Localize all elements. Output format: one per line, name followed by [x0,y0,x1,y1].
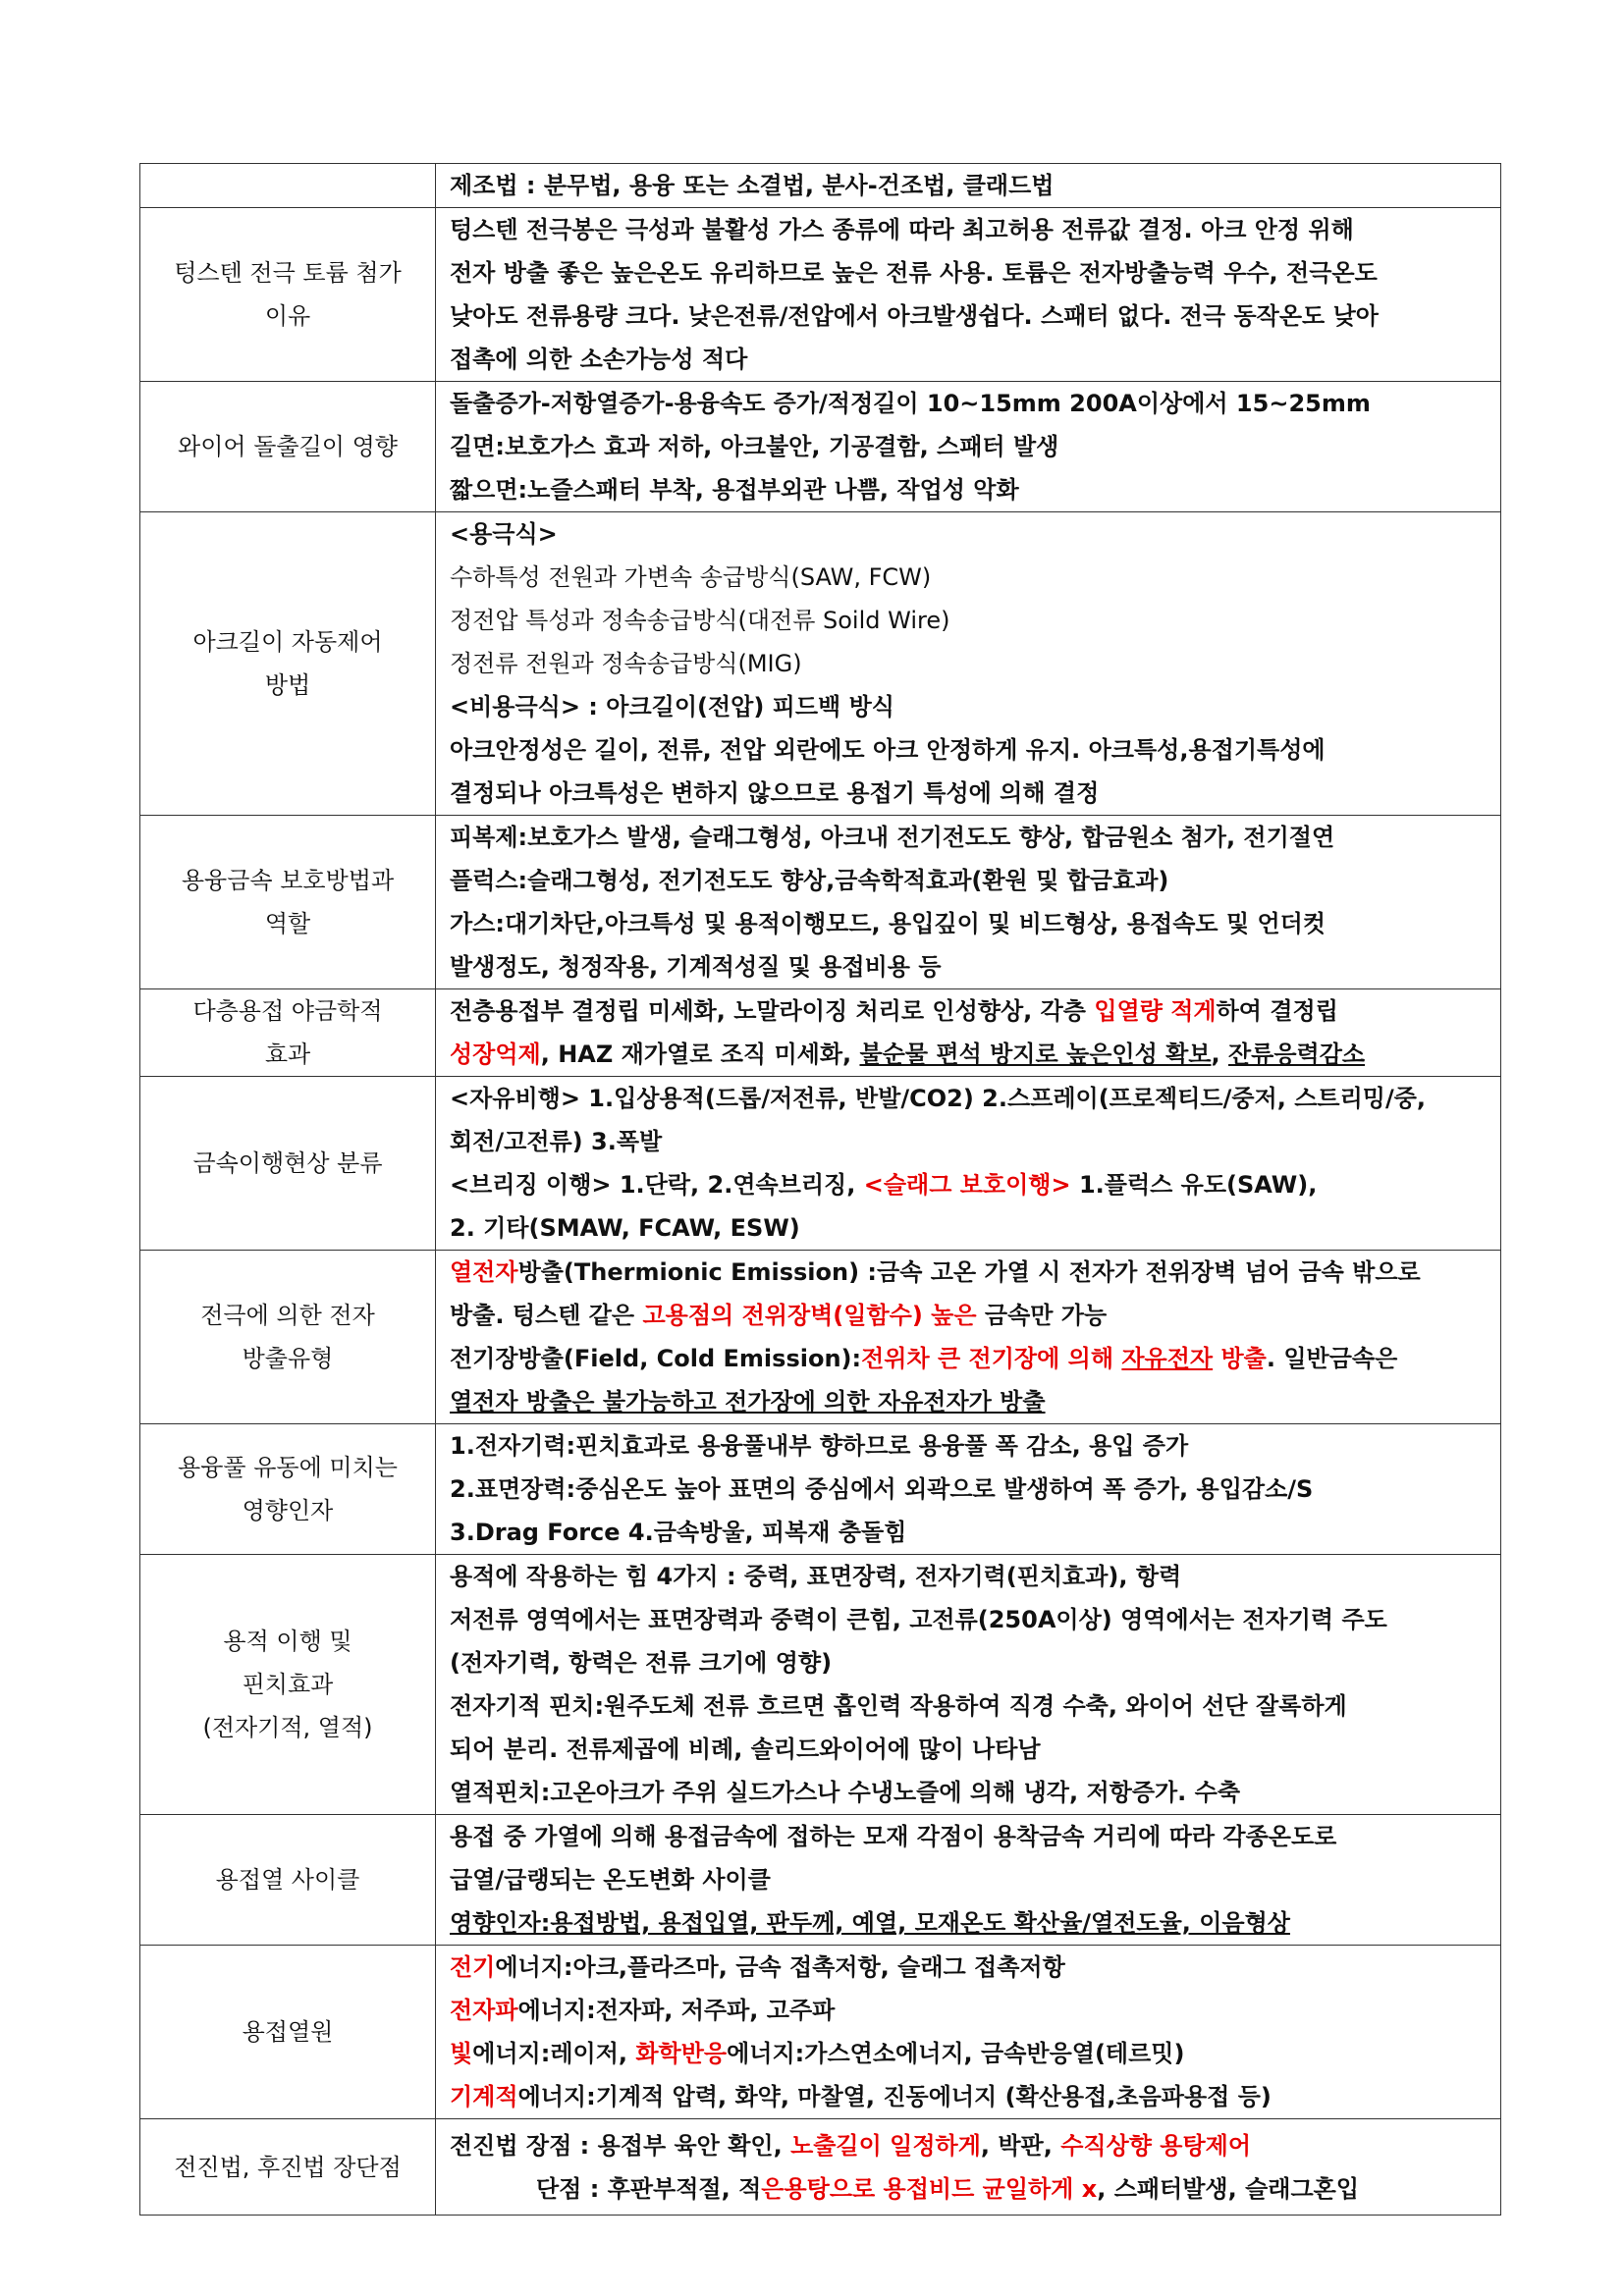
content-line: 3.Drag Force 4.금속방울, 피복재 충돌힘 [450,1519,907,1546]
highlight-text: 빛 [450,2040,473,2067]
highlight-text: 자유전자 [1121,1345,1214,1372]
label-line: 핀치효과 [242,1671,334,1698]
label-line: 용접열 사이클 [215,1866,360,1894]
content-line: 아크안정성은 길이, 전류, 전압 외란에도 아크 안정하게 유지. 아크특성,용접기특성에 [450,736,1326,764]
content-line: 전자파에너지:전자파, 저주파, 고주파 [450,1997,836,2024]
summary-table [139,163,1501,2216]
content-line: 피복제:보호가스 발생, 슬래그형성, 아크내 전기전도도 향상, 합금원소 첨가, 전기절연 [450,824,1335,851]
content-line: <자유비행> 1.입상용적(드롭/저전류, 반발/CO2) 2.스프레이(프로젝티드/중저, 스트리밍/중, [450,1085,1427,1112]
label-line: 역할 [264,910,311,937]
row-label [140,1555,436,1815]
highlight-text: <슬래그 보호이행> [863,1171,1071,1199]
content-line: 빛에너지:레이저, 화학반응에너지:가스연소에너지, 금속반응열(테르밋) [450,2040,1185,2067]
underlined-text: 불순물 편석 방지로 높은인성 확보 [859,1041,1212,1068]
content-line: 발생정도, 청정작용, 기계적성질 및 용접비용 등 [450,953,942,981]
label-line: 와이어 돌출길이 영향 [178,433,398,460]
content-line: 플럭스:슬래그형성, 전기전도도 향상,금속학적효과(환원 및 합금효과) [450,867,1169,894]
row-content [436,1815,1501,1946]
label-line: 방법 [264,671,311,699]
row-label [140,208,436,382]
content-line: 길면:보호가스 효과 저하, 아크불안, 기공결함, 스패터 발생 [450,433,1059,460]
row-label [140,989,436,1077]
content-line: <브리징 이행> 1.단락, 2.연속브리징, <슬래그 보호이행> 1.플럭스 유도(SAW), [450,1171,1318,1199]
content-line: 열적핀치:고온아크가 주위 실드가스나 수냉노즐에 의해 냉각, 저항증가. 수축 [450,1779,1241,1806]
label-line: 전극에 의한 전자 [200,1302,375,1329]
content-line: 용적에 작용하는 힘 4가지 : 중력, 표면장력, 전자기력(핀치효과), 항력 [450,1563,1182,1590]
table-row [140,1251,1501,1424]
table-row [140,1424,1501,1555]
label-line: 용융풀 유동에 미치는 [178,1454,398,1481]
content-line: 2.표면장력:중심온도 높아 표면의 중심에서 외곽으로 발생하여 폭 증가, 용입감소/S [450,1475,1314,1503]
row-content [436,512,1501,816]
row-content [436,1424,1501,1555]
table-row [140,989,1501,1077]
highlight-text: 고용점의 전위장벽(일함수) 높은 [642,1302,977,1329]
content-line: 수하특성 전원과 가변속 송급방식(SAW, FCW) [450,563,932,591]
content-line: 열전자방출(Thermionic Emission) :금속 고온 가열 시 전자가 전위장벽 넘어 금속 밖으로 [450,1258,1421,1286]
document-sheet [139,163,1501,2216]
content-line: 회전/고전류) 3.폭발 [450,1128,663,1155]
highlight-text: 방출 [1213,1345,1267,1372]
content-line: 성장억제, HAZ 재가열로 조직 미세화, 불순물 편석 방지로 높은인성 확보, 잔류응력감소 [450,1041,1366,1068]
highlight-text: 화학반응 [635,2040,728,2067]
row-label [140,164,436,208]
highlight-text: 성장억제 [450,1041,541,1068]
row-label [140,1946,436,2119]
content-line: 급열/급랭되는 온도변화 사이클 [450,1866,771,1894]
row-content [436,208,1501,382]
content-line: <용극식> [450,520,558,548]
highlight-text: 열전자 [450,1258,518,1286]
row-label [140,382,436,512]
content-line: 1.전자기력:핀치효과로 용융풀내부 향하므로 용융풀 폭 감소, 용입 증가 [450,1432,1189,1460]
label-line: 용융금속 보호방법과 [181,867,395,894]
row-content [436,2119,1501,2216]
content-line: 되어 분리. 전류제곱에 비례, 솔리드와이어에 많이 나타남 [450,1735,1041,1763]
highlight-text: 수직상향 용탕제어 [1060,2131,1252,2160]
table-row [140,1555,1501,1815]
table-row [140,1815,1501,1946]
label-line: 용접열원 [242,2018,334,2046]
row-content [436,816,1501,989]
content-line: 전기에너지:아크,플라즈마, 금속 접촉저항, 슬래그 접촉저항 [450,1953,1065,1981]
row-label [140,1251,436,1424]
table-row [140,816,1501,989]
row-content [436,989,1501,1077]
content-line: 2. 기타(SMAW, FCAW, ESW) [450,1214,800,1242]
highlight-text: 입열량 적게 [1094,997,1217,1025]
content-line: 가스:대기차단,아크특성 및 용적이행모드, 용입깊이 및 비드형상, 용접속도 및 언더컷 [450,910,1326,937]
highlight-text: 전자파 [450,1997,518,2024]
label-line: 이유 [264,302,311,330]
label-line: 아크길이 자동제어 [192,628,383,656]
table-row [140,2119,1501,2216]
content-line: 전진법 장점 : 용접부 육안 확인, 노출길이 일정하게, 박판, 수직상향 용탕제어 [450,2131,1252,2160]
content-line: 텅스텐 전극봉은 극성과 불활성 가스 종류에 따라 최고허용 전류값 결정. 아크 안정 위해 [450,216,1354,243]
row-content [436,1946,1501,2119]
label-line: 텅스텐 전극 토륨 첨가 [174,259,402,287]
label-line: 방출유형 [242,1345,334,1372]
content-line: 용접 중 가열에 의해 용접금속에 접하는 모재 각점이 용착금속 거리에 따라 각종온도로 [450,1823,1337,1850]
content-line: 방출. 텅스텐 같은 고용점의 전위장벽(일함수) 높은 금속만 가능 [450,1302,1108,1329]
table-row [140,382,1501,512]
highlight-text: 은용탕으로 용접비드 균일하게 x [761,2174,1098,2203]
content-line: 열전자 방출은 불가능하고 전가장에 의한 자유전자가 방출 [450,1388,1046,1415]
table-row [140,208,1501,382]
content-line: (전자기력, 항력은 전류 크기에 영향) [450,1649,833,1677]
highlight-text: 전기 [450,1953,496,1981]
label-line: 효과 [264,1041,311,1068]
table-row [140,1077,1501,1251]
label-line: 다층용접 야금학적 [192,997,383,1025]
row-content [436,382,1501,512]
content-line: 돌출증가-저항열증가-용융속도 증가/적정길이 10~15mm 200A이상에서 15~25mm [450,390,1371,417]
content-line: 정전류 전원과 정속송급방식(MIG) [450,650,802,677]
content-line: 단점 : 후판부적절, 적은용탕으로 용접비드 균일하게 x, 스패터발생, 슬래그혼입 [536,2174,1360,2203]
content-line: 제조법 : 분무법, 용융 또는 소결법, 분사-건조법, 클래드법 [450,172,1055,199]
content-line: 결정되나 아크특성은 변하지 않으므로 용접기 특성에 의해 결정 [450,779,1100,807]
row-label [140,2119,436,2216]
content-line: 전자 방출 좋은 높은온도 유리하므로 높은 전류 사용. 토륨은 전자방출능력 우수, 전극온도 [450,259,1378,287]
label-line: 금속이행현상 분류 [192,1149,383,1177]
highlight-text: 전위차 큰 전기장에 의해 [861,1345,1122,1372]
content-line: 기계적에너지:기계적 압력, 화약, 마찰열, 진동에너지 (확산용접,초음파용접 등) [450,2083,1272,2110]
content-line: 저전류 영역에서는 표면장력과 중력이 큰힘, 고전류(250A이상) 영역에서는 전자기력 주도 [450,1606,1387,1633]
table-row [140,1946,1501,2119]
row-label [140,1815,436,1946]
content-line: 낮아도 전류용량 크다. 낮은전류/전압에서 아크발생쉽다. 스패터 없다. 전극 동작온도 낮아 [450,302,1379,330]
row-content [436,164,1501,208]
row-label [140,1424,436,1555]
content-line: 전자기적 핀치:원주도체 전류 흐르면 흡인력 작용하여 직경 수축, 와이어 선단 잘록하게 [450,1692,1347,1720]
row-content [436,1555,1501,1815]
row-content [436,1251,1501,1424]
highlight-text: 노출길이 일정하게 [790,2131,981,2160]
row-label [140,1077,436,1251]
content-line: 정전압 특성과 정속송급방식(대전류 Soild Wire) [450,607,950,634]
content-line: <비용극식> : 아크길이(전압) 피드백 방식 [450,693,894,721]
content-line: 짧으면:노즐스패터 부착, 용접부외관 나쁨, 작업성 악화 [450,476,1019,504]
table-row [140,164,1501,208]
content-line: 전기장방출(Field, Cold Emission):전위차 큰 전기장에 의해 자유전자 방출. 일반금속은 [450,1345,1398,1372]
content-line: 접촉에 의한 소손가능성 적다 [450,346,748,373]
row-label [140,512,436,816]
row-content [436,1077,1501,1251]
row-label [140,816,436,989]
table-row [140,512,1501,816]
content-line: 전층용접부 결정립 미세화, 노말라이징 처리로 인성향상, 각층 입열량 적게하여 결정립 [450,997,1338,1025]
underlined-text: 잔류응력감소 [1227,1041,1366,1068]
label-line: 용적 이행 및 [223,1628,352,1655]
content-line: 영향인자:용접방법, 용접입열, 판두께, 예열, 모재온도 확산율/열전도율, 이음형상 [450,1909,1290,1937]
label-line: 영향인자 [242,1497,334,1524]
label-line: (전자기적, 열적) [202,1714,373,1741]
highlight-text: 기계적 [450,2083,518,2110]
label-line: 전진법, 후진법 장단점 [174,2153,402,2181]
